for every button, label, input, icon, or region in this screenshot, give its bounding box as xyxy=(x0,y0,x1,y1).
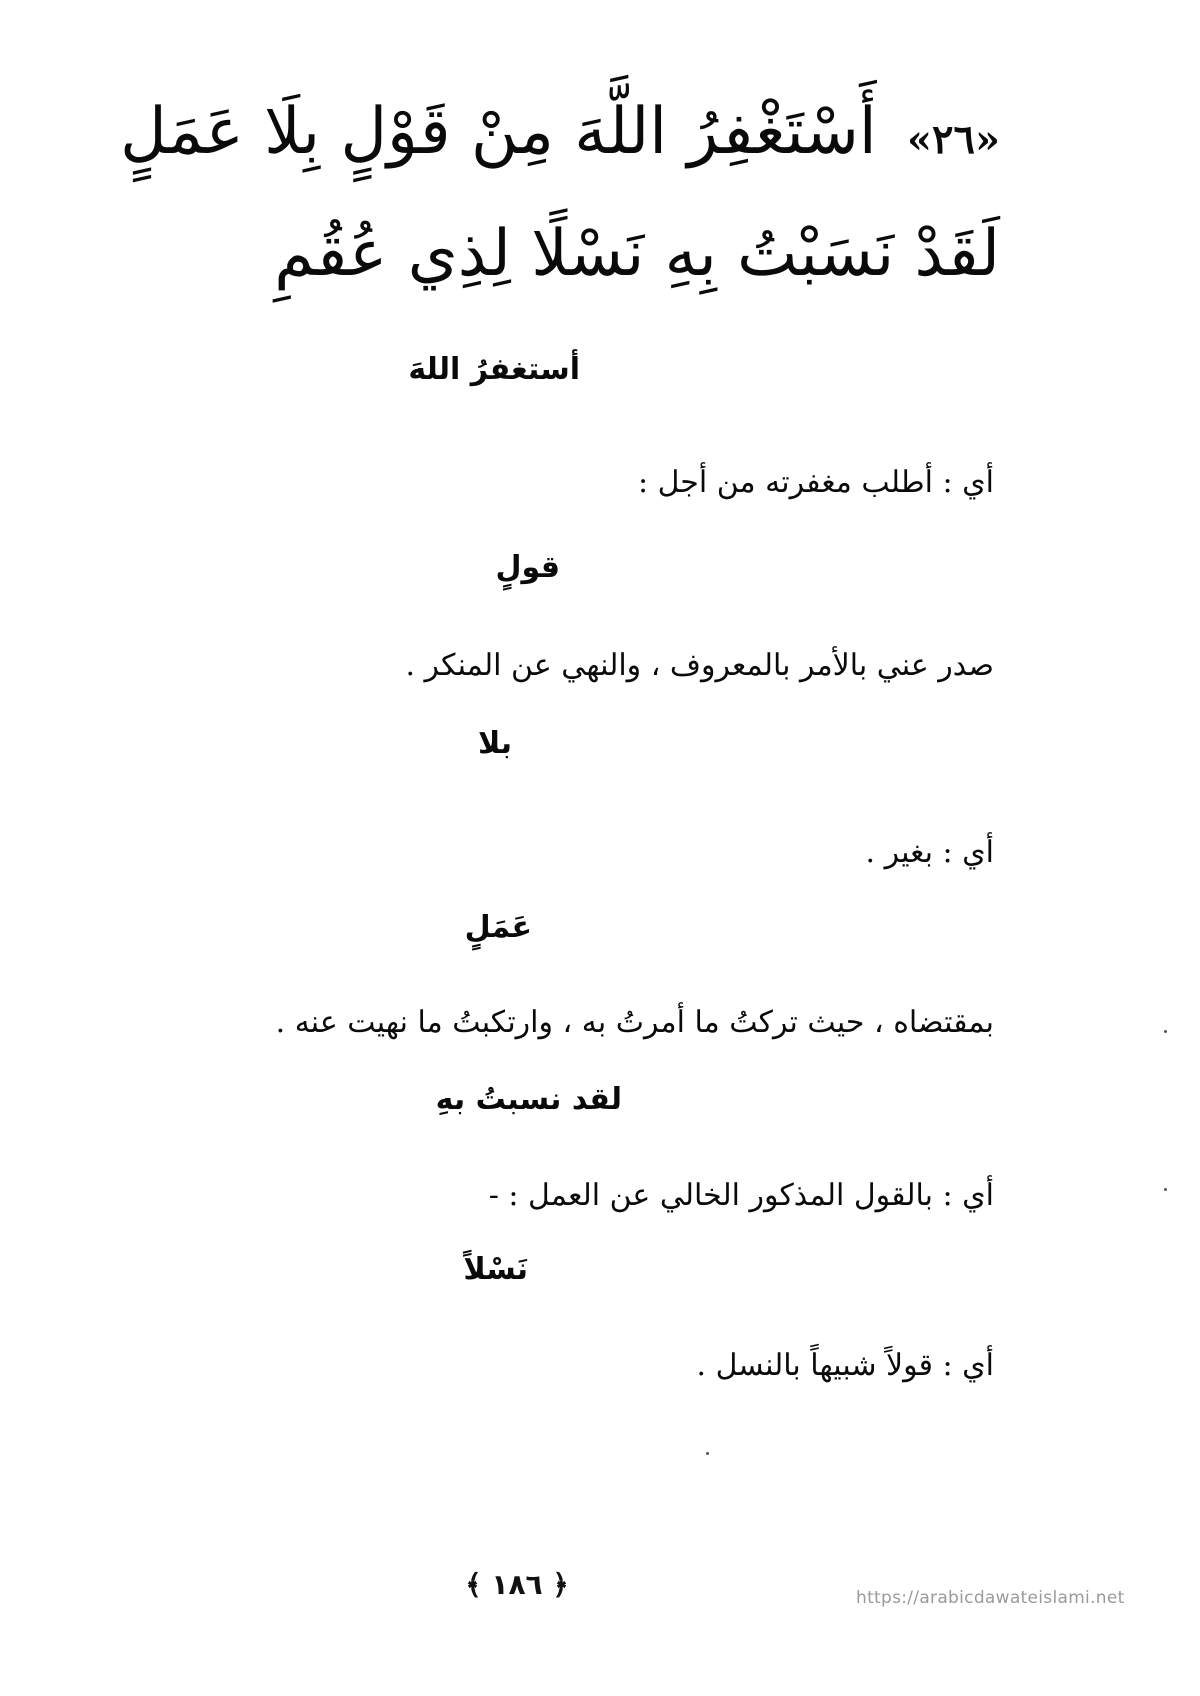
verse-line-2: لَقَدْ نَسَبْتُ بِهِ نَسْلًا لِذِي عُقُمِ xyxy=(274,217,1000,291)
watermark-url: https://arabicdawateislami.net xyxy=(856,1588,1125,1608)
term-heading: قولٍ xyxy=(495,550,560,585)
term-explanation: أي : قولاً شبيهاً بالنسل . xyxy=(696,1348,994,1383)
page-number: ﴿ ١٨٦ ﴾ xyxy=(465,1568,569,1601)
scan-speck xyxy=(706,1452,709,1455)
verse-line-1 xyxy=(120,95,1000,169)
verse-line-1-text: أَسْتَغْفِرُ اللَّهَ مِنْ قَوْلٍ بِلَا عَمَلٍ xyxy=(120,95,877,169)
term-explanation: أي : بغير . xyxy=(865,835,994,870)
scan-speck xyxy=(1164,1030,1167,1033)
term-explanation: أي : بالقول المذكور الخالي عن العمل : - xyxy=(488,1178,994,1213)
term-explanation: أي : أطلب مغفرته من أجل : xyxy=(637,465,994,500)
term-heading: عَمَلٍ xyxy=(464,910,532,945)
term-heading: بلا xyxy=(477,726,512,761)
term-explanation: صدر عني بالأمر بالمعروف ، والنهي عن المنكر . xyxy=(405,648,994,683)
term-heading: لقد نسبتُ بهِ xyxy=(435,1082,622,1117)
term-heading: نَسْلاً xyxy=(463,1252,528,1287)
verse-number: «٢٦» xyxy=(907,116,1000,163)
scan-speck xyxy=(1164,1188,1167,1191)
term-heading: أستغفرُ اللهَ xyxy=(408,352,580,387)
term-explanation: بمقتضاه ، حيث تركتُ ما أمرتُ به ، وارتكبتُ ما نهيت عنه . xyxy=(275,1005,994,1040)
